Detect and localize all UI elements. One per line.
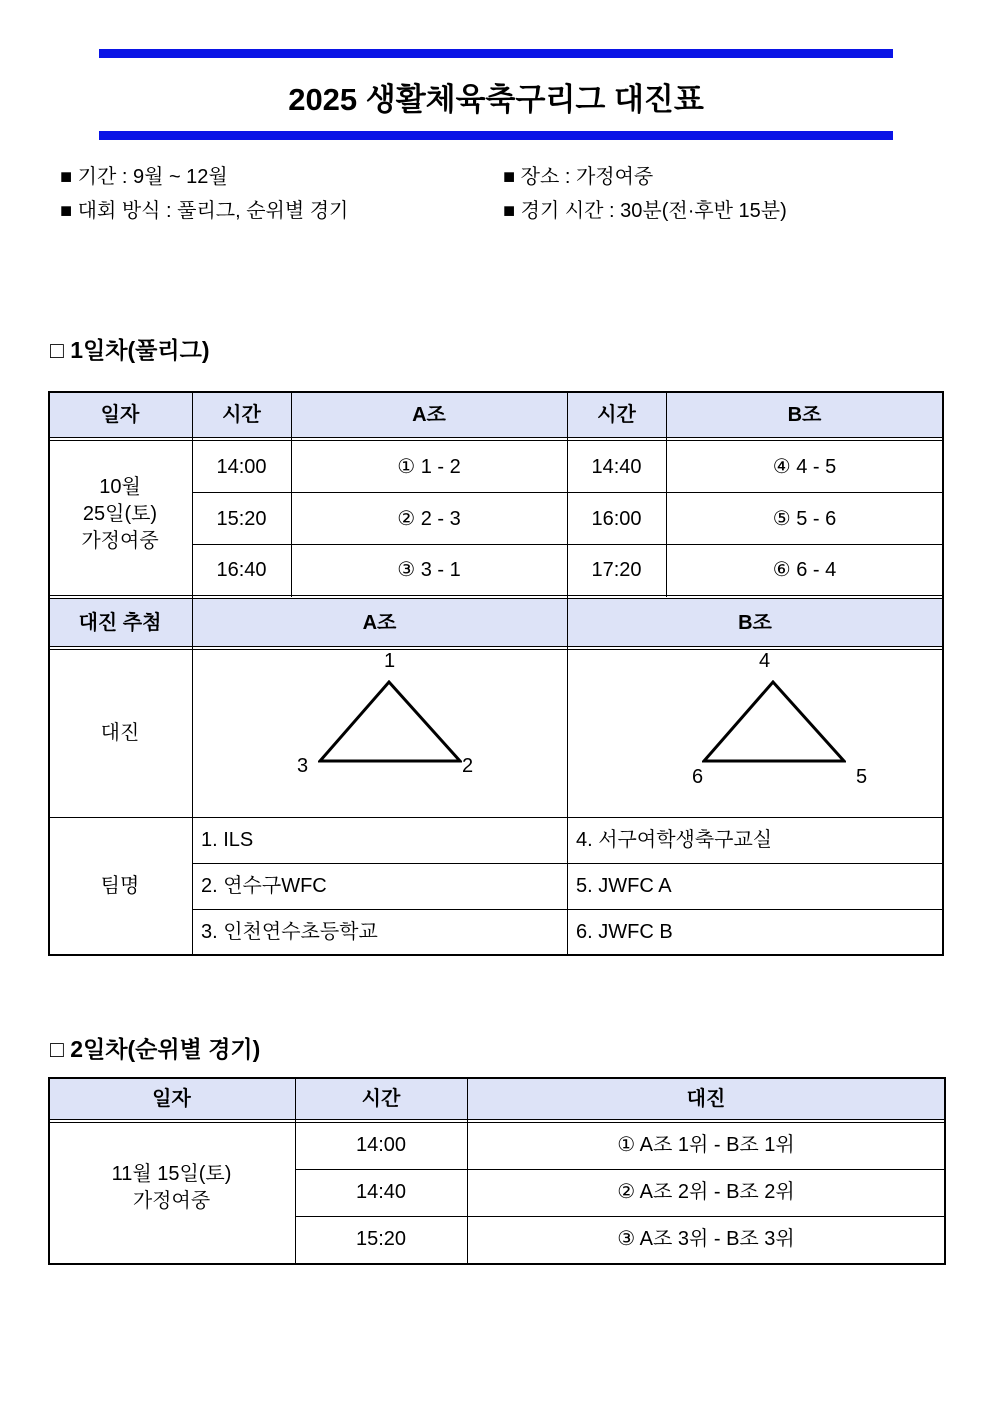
team-b: 6. JWFC B — [576, 920, 673, 943]
bracket-b-right: 5 — [856, 766, 868, 788]
match-a: ① 1 - 2 — [397, 455, 461, 478]
info-period: ■ 기간 : 9월 ~ 12월 — [60, 166, 228, 188]
draw-group-a: A조 — [192, 599, 567, 647]
time: 14:00 — [355, 1134, 407, 1156]
time-b: 16:00 — [591, 507, 642, 530]
table-border — [48, 1077, 946, 1265]
time: 14:40 — [355, 1181, 407, 1203]
team-a: 2. 연수구WFC — [201, 874, 327, 897]
header-group-b: B조 — [666, 392, 943, 439]
bracket-a-right: 2 — [462, 755, 474, 777]
draw-label: 대진 추첨 — [48, 599, 192, 647]
date-month: 10월 — [99, 476, 141, 498]
header-time-b: 시간 — [567, 392, 666, 439]
team-a: 1. ILS — [201, 828, 254, 851]
title-top-bar — [99, 49, 893, 58]
info-format: ■ 대회 방식 : 풀리그, 순위별 경기 — [60, 200, 349, 222]
teams-label: 팀명 — [100, 874, 140, 897]
header-date: 일자 — [48, 1078, 295, 1120]
bracket-label: 대진 — [100, 722, 140, 744]
day2-heading: □ 2일차(순위별 경기) — [50, 1036, 261, 1062]
match: ③ A조 3위 - B조 3위 — [617, 1228, 795, 1250]
date-venue: 가정여중 — [81, 530, 159, 552]
info-venue: ■ 장소 : 가정여중 — [503, 166, 654, 188]
table-border — [48, 391, 944, 956]
date-venue: 가정여중 — [132, 1190, 211, 1212]
match-b: ⑤ 5 - 6 — [772, 507, 837, 530]
title-bottom-bar — [99, 131, 893, 140]
match: ② A조 2위 - B조 2위 — [617, 1181, 795, 1203]
bracket-a-left: 3 — [297, 755, 309, 777]
time-a: 16:40 — [216, 559, 267, 581]
info-duration: ■ 경기 시간 : 30분(전·후반 15분) — [503, 200, 787, 222]
bracket-b-left: 6 — [692, 766, 704, 788]
team-b: 5. JWFC A — [576, 874, 672, 897]
date-day: 11월 15일(토) — [111, 1163, 232, 1185]
header-time-a: 시간 — [192, 392, 291, 439]
draw-group-b: B조 — [567, 599, 943, 647]
day1-heading: □ 1일차(풀리그) — [50, 337, 210, 363]
date-day: 25일(토) — [82, 503, 158, 525]
bracket-b-top: 4 — [759, 650, 771, 672]
team-b: 4. 서구여학생축구교실 — [576, 828, 773, 851]
time-a: 15:20 — [216, 507, 267, 530]
match-b: ⑥ 6 - 4 — [772, 559, 837, 581]
header-time: 시간 — [295, 1078, 467, 1120]
header-group-a: A조 — [291, 392, 567, 439]
time-b: 14:40 — [591, 455, 642, 478]
match-a: ③ 3 - 1 — [397, 559, 461, 581]
page-title: 2025 생활체육축구리그 대진표 — [288, 82, 704, 117]
match-a: ② 2 - 3 — [397, 507, 461, 530]
time-a: 14:00 — [216, 455, 267, 478]
match-b: ④ 4 - 5 — [772, 455, 837, 478]
time-b: 17:20 — [591, 559, 642, 581]
time: 15:20 — [355, 1228, 407, 1250]
header-match: 대진 — [467, 1078, 945, 1120]
match: ① A조 1위 - B조 1위 — [617, 1134, 795, 1156]
bracket-a-top: 1 — [384, 650, 396, 672]
header-date: 일자 — [48, 392, 192, 439]
team-a: 3. 인천연수초등학교 — [201, 920, 378, 943]
